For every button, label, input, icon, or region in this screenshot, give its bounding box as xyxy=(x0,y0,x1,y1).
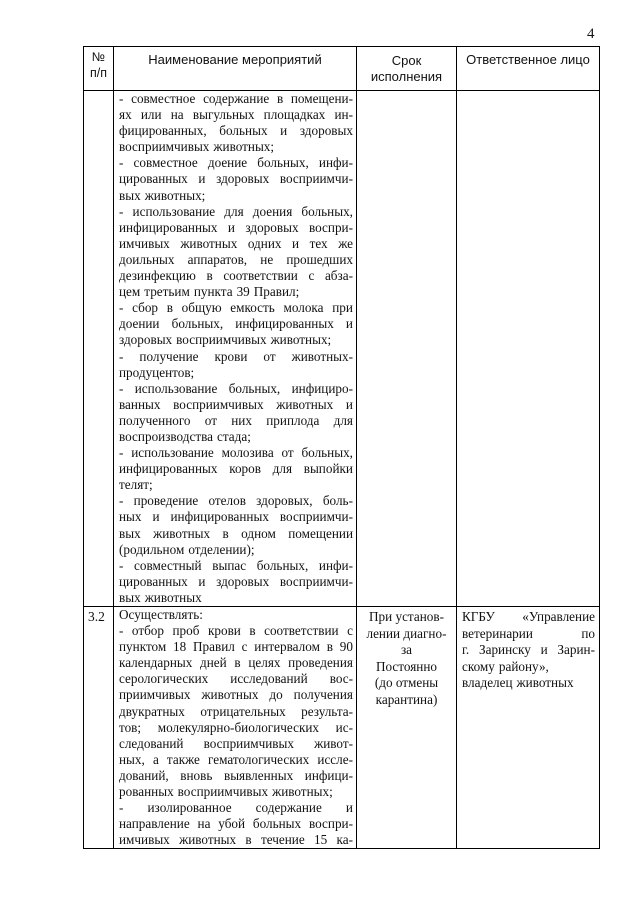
term-text-line: за xyxy=(400,642,413,658)
measure-cell xyxy=(114,91,357,607)
measure-text-line: - совместный выпас больных, инфи- xyxy=(119,557,353,573)
measure-text-line: фицированных, больных и здоровых xyxy=(119,123,353,139)
header-num-line: № xyxy=(91,50,106,64)
measure-text-line: доении больных, инфицированных и xyxy=(119,316,353,332)
measure-text-line: инфицированных и здоровых воспри- xyxy=(119,219,353,235)
measure-text-line: дований, вновь выявленных инфици- xyxy=(119,767,353,783)
measure-text-line: - проведение отелов здоровых, боль- xyxy=(119,493,353,509)
term-text-line: Постоянно xyxy=(375,658,437,674)
header-term xyxy=(357,47,457,91)
measure-text-line: доильных аппаратов, не прошедших xyxy=(119,251,353,267)
measure-text-line: - изолированное содержание и xyxy=(119,800,353,816)
measure-text-line: воспроизводства стада; xyxy=(119,428,251,444)
measure-text-line: телят; xyxy=(119,477,153,493)
row-number: 3.2 xyxy=(84,607,114,849)
measure-text-line: здоровых восприимчивых животных; xyxy=(119,332,332,348)
term-text-line: карантина) xyxy=(375,691,438,707)
measure-text-line: - использование молозива от больных, xyxy=(119,445,353,461)
page-number: 4 xyxy=(587,26,595,42)
header-name: Наименование мероприятий xyxy=(114,47,357,91)
responsible-text-line: КГБУ «Управление xyxy=(462,609,595,624)
measures-table xyxy=(83,46,600,849)
measure-text-line: серологических исследований вос- xyxy=(119,671,353,687)
responsible-text-line: г. Заринску и Зарин- xyxy=(462,642,595,658)
measure-text-line: - использование для доения больных, xyxy=(119,203,353,219)
measure-text-line: - получение крови от животных- xyxy=(119,348,353,364)
measure-cell xyxy=(114,607,357,849)
measure-text-line: - отбор проб крови в соответствии с xyxy=(119,623,353,639)
table-row xyxy=(84,91,600,607)
measure-text-line: вых животных в одном помещении xyxy=(119,525,353,541)
term-text-line: (до отмены xyxy=(374,675,439,691)
measure-text-line: (родильном отделении); xyxy=(119,541,255,557)
header-term-line: Срок xyxy=(391,53,422,68)
measure-text-line: - совместное содержание в помещени- xyxy=(119,91,353,106)
responsible-cell xyxy=(457,91,600,607)
measure-text-line: ных, а также гематологических иссле- xyxy=(119,751,353,767)
table-body xyxy=(84,91,600,849)
measure-text-line: ванных восприимчивых животных и xyxy=(119,396,353,412)
measure-text-line: - использование больных, инфициро- xyxy=(119,380,353,396)
measure-text-line: инфицированных коров для выпойки xyxy=(119,461,353,477)
table-header-row xyxy=(84,47,600,91)
measure-text-line: вых животных; xyxy=(119,187,206,203)
header-num-line: п/п xyxy=(89,66,107,80)
measure-text-line: - совместное доение больных, инфи- xyxy=(119,155,353,171)
measure-text-line: восприимчивых животных; xyxy=(119,139,275,155)
term-text-line: При установ- xyxy=(369,609,444,624)
measure-text-line: продуцентов; xyxy=(119,364,195,380)
term-cell xyxy=(357,91,457,607)
measure-text-line: двукратных отрицательных результа- xyxy=(119,703,353,719)
responsible-text-line: ветеринарии по xyxy=(462,625,595,641)
responsible-cell xyxy=(457,607,600,849)
measure-text-line: полученного от них приплода для xyxy=(119,412,353,428)
measure-text-line: Осуществлять: xyxy=(119,607,203,622)
measure-text-line: следований восприимчивых живот- xyxy=(119,735,353,751)
measure-text-line: имчивых животных одних и тех же xyxy=(119,235,353,251)
measure-text-line: направление на убой больных воспри- xyxy=(119,816,353,832)
header-term-line: исполнения xyxy=(370,69,443,84)
measure-text-line: имчивых животных в течение 15 ка- xyxy=(119,832,353,848)
header-num xyxy=(84,47,114,91)
measure-text-line: приимчивых животных до получения xyxy=(119,687,353,703)
term-text-line: лении диагно- xyxy=(366,625,447,641)
measure-text-line: тов; молекулярно-биологических ис- xyxy=(119,719,353,735)
measure-text-line: рованных восприимчивых животных; xyxy=(119,784,333,800)
row-number xyxy=(84,91,114,607)
measure-text-line: - сбор в общую емкость молока при xyxy=(119,300,353,316)
responsible-text-line: владелец животных xyxy=(462,675,574,691)
header-responsible: Ответственное лицо xyxy=(457,47,600,91)
measure-text-line: цем третьим пункта 39 Правил; xyxy=(119,284,300,300)
measure-text-line: пунктом 18 Правил с интервалом в 90 xyxy=(119,639,353,655)
measure-text-line: ных и инфицированных восприимчи- xyxy=(119,509,353,525)
measure-text-line: календарных дней в целях проведения xyxy=(119,655,353,671)
measure-text-line: вых животных xyxy=(119,589,202,605)
measure-text-line: цированных и здоровых восприимчи- xyxy=(119,573,353,589)
measure-text-line: ях или на выгульных площадках ин- xyxy=(119,107,353,123)
table-row xyxy=(84,607,600,849)
term-cell xyxy=(357,607,457,849)
responsible-text-line: скому району», xyxy=(462,658,549,674)
measure-text-line: дезинфекцию в соответствии с абза- xyxy=(119,268,353,284)
measure-text-line: цированных и здоровых восприимчи- xyxy=(119,171,353,187)
